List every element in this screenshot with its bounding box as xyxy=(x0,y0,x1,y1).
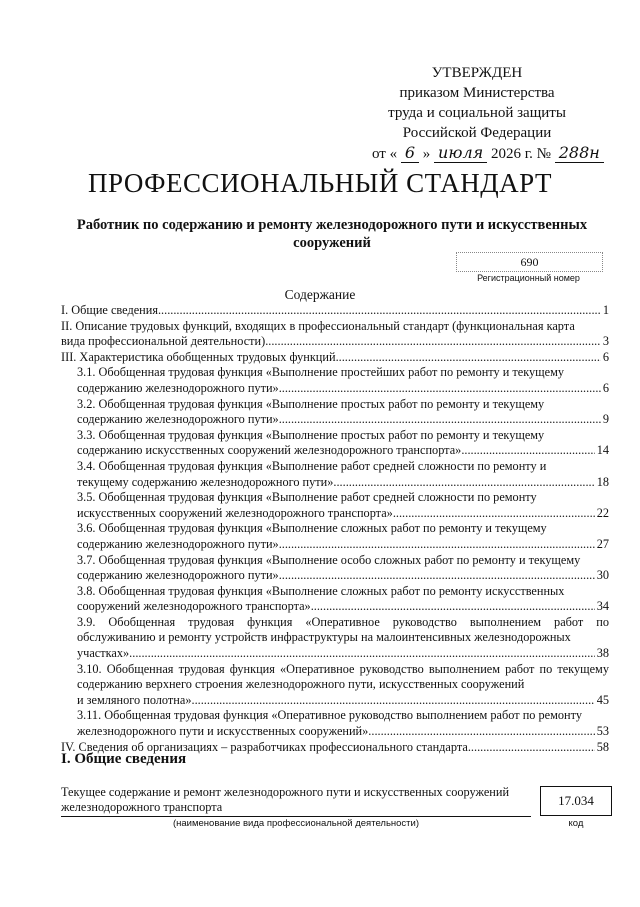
approval-date-line xyxy=(372,143,600,164)
toc-entry-last-line: содержанию искусственных сооружений железнодорожного транспорта» xyxy=(77,443,462,458)
toc-page-number: 14 xyxy=(596,443,609,458)
toc-entry-text: 3.1. Обобщенная трудовая функция «Выполнение простейших работ по ремонту и текущему xyxy=(77,365,565,380)
toc-entry-text: 3.8. Обобщенная трудовая функция «Выполнение сложных работ по ремонту искусственных xyxy=(77,583,565,598)
document-subtitle: Работник по содержанию и ремонту железнодорожного пути и искусственных сооружений xyxy=(76,217,588,251)
toc-entry-last-line: участках» xyxy=(77,646,130,661)
activity-code: 17.034 xyxy=(540,786,612,816)
toc-entry-text: 3.5. Обобщенная трудовая функция «Выполнение работ средней сложности по ремонту xyxy=(77,490,537,505)
toc-page-number: 6 xyxy=(602,349,609,364)
toc-entry[interactable] xyxy=(61,708,609,739)
approval-line-2: приказом Министерства xyxy=(399,85,555,101)
order-number: 288н xyxy=(555,143,604,163)
toc-entry-last-line: текущему содержанию железнодорожного пути» xyxy=(77,474,334,489)
toc-entry-text: 3.11. Обобщенная трудовая функция «Оперативное руководство выполнением работ по ремонту xyxy=(77,708,582,723)
date-year: 2026 г. № xyxy=(490,146,551,162)
toc-entry-last-line: III. Характеристика обобщенных трудовых функций xyxy=(61,349,336,364)
toc-entry[interactable] xyxy=(61,553,609,584)
toc-entry-text: II. Описание трудовых функций, входящих в профессиональный стандарт (функциональная карта xyxy=(61,318,575,333)
toc-entry[interactable] xyxy=(61,615,609,662)
toc-leader-dots xyxy=(468,740,595,756)
approval-block xyxy=(372,63,600,164)
toc-entry-last-line: содержанию железнодорожного пути» xyxy=(77,380,279,395)
toc-leader-dots xyxy=(279,537,595,553)
toc-page-number: 3 xyxy=(602,334,609,349)
toc-entry-last-line: железнодорожного пути и искусственных сооружений» xyxy=(77,724,369,739)
toc-entry[interactable] xyxy=(61,490,609,521)
toc-entry-text: 3.6. Обобщенная трудовая функция «Выполнение сложных работ по ремонту и текущему xyxy=(77,521,547,536)
toc-page-number: 9 xyxy=(602,412,609,427)
toc-page-number: 18 xyxy=(596,474,609,489)
toc-entry-last-line: искусственных сооружений железнодорожного транспорта» xyxy=(77,505,393,520)
toc-entry-text: 3.7. Обобщенная трудовая функция «Выполнение особо сложных работ по ремонту и текущему xyxy=(77,552,581,567)
toc-entry-text: 3.10. Обобщенная трудовая функция «Оперативное руководство выполнением работ по текущему содержанию верхнего строения железнодорожного пути, искусственных сооружений xyxy=(77,661,609,692)
toc-leader-dots xyxy=(461,443,594,459)
toc-page-number: 53 xyxy=(596,724,609,739)
toc-entry-last-line: вида профессиональной деятельности) xyxy=(61,334,266,349)
date-prefix: от « xyxy=(372,146,398,162)
toc-leader-dots xyxy=(311,599,595,615)
table-of-contents xyxy=(61,303,609,755)
toc-entry[interactable] xyxy=(61,350,609,366)
toc-entry-last-line: содержанию железнодорожного пути» xyxy=(77,412,279,427)
toc-entry[interactable] xyxy=(61,521,609,552)
toc-leader-dots xyxy=(158,303,601,319)
toc-leader-dots xyxy=(265,334,601,350)
toc-leader-dots xyxy=(279,412,601,428)
toc-leader-dots xyxy=(333,475,594,491)
toc-entry[interactable] xyxy=(61,584,609,615)
toc-page-number: 30 xyxy=(596,568,609,583)
approval-line-3: труда и социальной защиты xyxy=(388,105,566,121)
toc-entry-last-line: содержанию железнодорожного пути» xyxy=(77,568,279,583)
toc-entry[interactable] xyxy=(61,397,609,428)
toc-page-number: 22 xyxy=(596,505,609,520)
approval-line-4: Российской Федерации xyxy=(402,125,552,141)
registration-number-box: 690 xyxy=(456,252,603,272)
toc-entry[interactable] xyxy=(61,319,609,350)
toc-entry-text: 3.9. Обобщенная трудовая функция «Оперативное руководство выполнением работ по обслуживанию и ремонту устройств инфраструктуры на малоинтенсивных железнодорожных xyxy=(77,614,609,645)
toc-entry-text: 3.2. Обобщенная трудовая функция «Выполнение простых работ по ремонту и текущему xyxy=(77,396,545,411)
date-mid: » xyxy=(422,146,431,162)
toc-page-number: 58 xyxy=(596,739,609,754)
toc-leader-dots xyxy=(192,693,595,709)
toc-entry[interactable] xyxy=(61,303,609,319)
toc-leader-dots xyxy=(336,350,601,366)
code-caption: код xyxy=(568,818,584,829)
toc-entry-last-line: IV. Сведения об организациях – разработчиках профессионального стандарта xyxy=(61,739,468,754)
toc-title: Содержание xyxy=(284,287,356,302)
section-1-title: I. Общие сведения xyxy=(61,751,187,767)
toc-leader-dots xyxy=(129,646,595,662)
toc-page-number: 45 xyxy=(596,692,609,707)
activity-caption: (наименование вида профессиональной деятельности) xyxy=(172,818,420,829)
toc-page-number: 6 xyxy=(602,380,609,395)
toc-leader-dots xyxy=(368,724,594,740)
toc-entry-last-line: содержанию железнодорожного пути» xyxy=(77,536,279,551)
toc-entry-last-line: I. Общие сведения xyxy=(61,303,158,317)
toc-entry[interactable] xyxy=(61,365,609,396)
activity-name: Текущее содержание и ремонт железнодорожного пути и искусственных сооружений железнодорожного транспорта xyxy=(61,785,531,817)
toc-page-number: 1 xyxy=(602,303,609,317)
date-month: июля xyxy=(434,143,487,163)
toc-entry-last-line: и земляного полотна» xyxy=(77,692,192,707)
approval-heading: УТВЕРЖДЕН xyxy=(431,65,523,81)
toc-leader-dots xyxy=(279,381,601,397)
toc-entry-last-line: сооружений железнодорожного транспорта» xyxy=(77,599,311,614)
toc-page-number: 27 xyxy=(596,536,609,551)
registration-number-label: Регистрационный номер xyxy=(477,273,580,283)
toc-leader-dots xyxy=(279,568,595,584)
toc-entry-text: 3.4. Обобщенная трудовая функция «Выполнение работ средней сложности по ремонту и xyxy=(77,458,547,473)
toc-entry[interactable] xyxy=(61,459,609,490)
toc-entry-text: 3.3. Обобщенная трудовая функция «Выполнение простых работ по ремонту и текущему xyxy=(77,427,545,442)
toc-leader-dots xyxy=(393,506,595,522)
toc-entry[interactable] xyxy=(61,662,609,709)
toc-entry[interactable] xyxy=(61,428,609,459)
date-day: 6 xyxy=(401,143,419,163)
toc-page-number: 38 xyxy=(596,646,609,661)
toc-page-number: 34 xyxy=(596,599,609,614)
document-title: ПРОФЕССИОНАЛЬНЫЙ СТАНДАРТ xyxy=(87,168,553,198)
